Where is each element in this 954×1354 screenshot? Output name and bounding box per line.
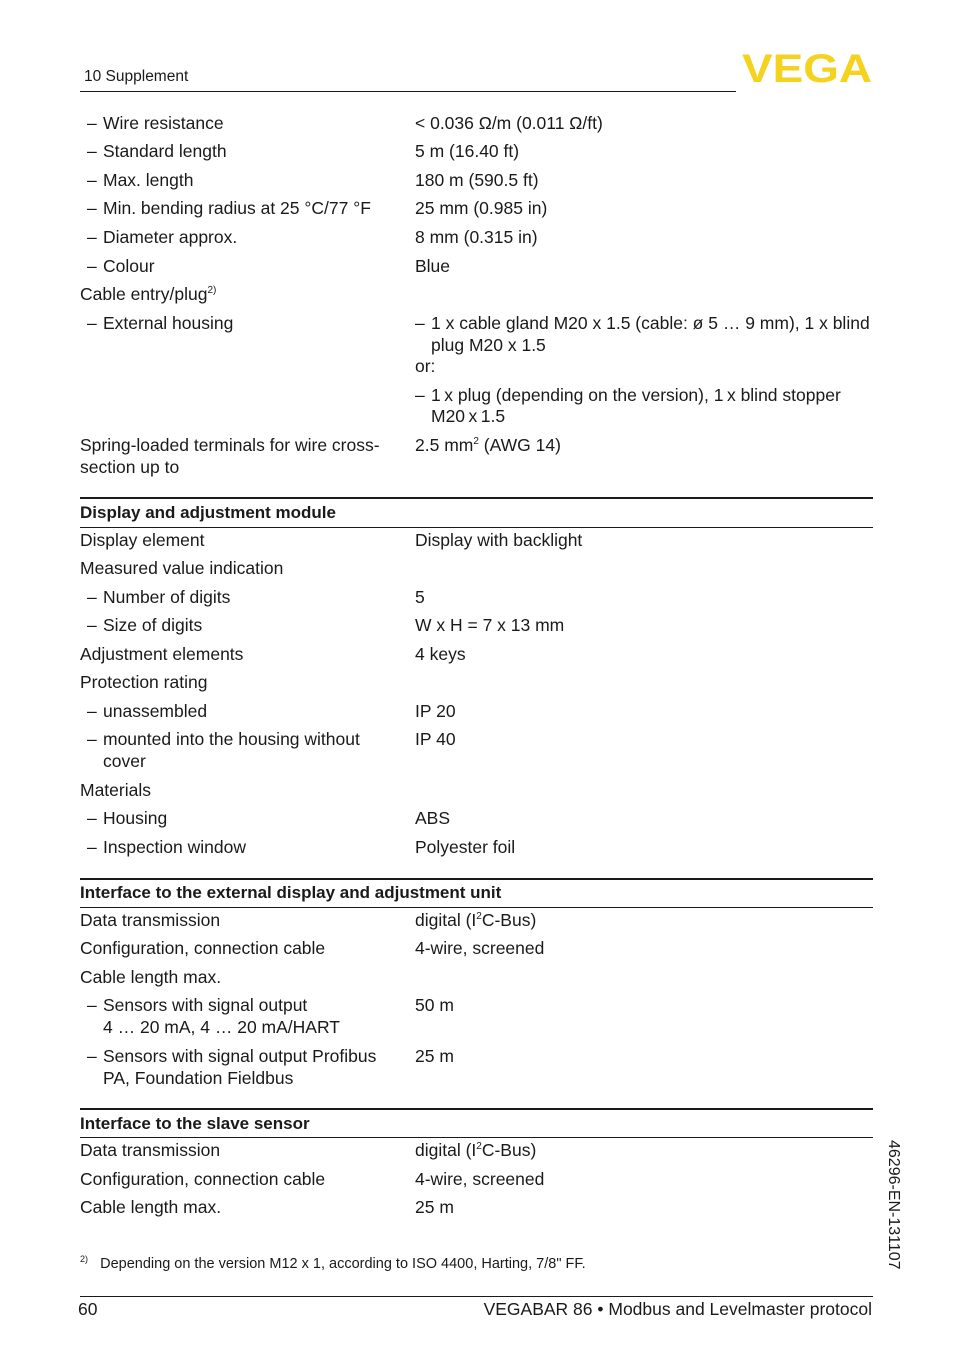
section-rule xyxy=(80,1137,873,1138)
footer-rule xyxy=(80,1296,873,1297)
row-label: Min. bending radius at 25 °C/77 °F xyxy=(103,198,371,218)
row-value: 25 mm (0.985 in) xyxy=(415,198,548,218)
row-label: Measured value indication xyxy=(80,558,284,578)
row-label: 4 … 20 mA, 4 … 20 mA/HART xyxy=(103,1016,340,1037)
row-value: ABS xyxy=(415,808,451,828)
row-value: 2.5 $mm^2$ (AWG 14) xyxy=(415,435,561,455)
row-value: 5 xyxy=(415,587,425,607)
row-value: IP 20 xyxy=(415,701,456,721)
row-label: Housing xyxy=(103,808,168,828)
page-number: 60 xyxy=(78,1299,98,1319)
row-label: Data transmission xyxy=(80,1140,221,1160)
row-value: Polyester foil xyxy=(415,837,516,857)
row-value: 180 m (590.5 ft) xyxy=(415,170,539,190)
row-label: Cable entry/plug xyxy=(80,284,208,304)
row-label: Spring-loaded terminals for wire cross-section up to xyxy=(80,435,380,477)
row-value: IP 40 xyxy=(415,729,456,749)
row-label: unassembled xyxy=(103,701,208,721)
section-title: 10 Supplement xyxy=(84,68,189,85)
row-value: digital $(I^2C-Bus)$ xyxy=(415,1140,537,1160)
row-value: digital $(I^2C-Bus)$ xyxy=(415,910,537,930)
row-label: Data transmission xyxy=(80,910,221,930)
row-label: Number of digits xyxy=(103,587,231,607)
section-heading: Display and adjustment module xyxy=(80,503,336,522)
row-label: mounted into the housing without cover xyxy=(103,729,360,771)
row-value: 8 mm (0.315 in) xyxy=(415,227,538,247)
row-value: W x H = 7 x 13 mm xyxy=(415,615,565,635)
row-label: Max. length xyxy=(103,170,194,190)
footnote xyxy=(80,1256,860,1272)
list-item: – 1 x cable gland M20 x 1.5 (cable: ø 5 … 9 mm), 1 x blind plug M20 x 1.5 xyxy=(415,313,870,355)
row-label: Sensors with signal output Profibus PA, Foundation Fieldbus xyxy=(103,1046,377,1088)
row-label: Cable length max. xyxy=(80,967,222,987)
logo-wordmark: VEGA xyxy=(742,52,872,84)
row-label: Inspection window xyxy=(103,837,246,857)
footnote-ref: 2) xyxy=(207,285,217,297)
footnote-text: Depending on the version M12 x 1, according to ISO 4400, Harting, 7/8" FF. xyxy=(100,1256,586,1272)
footnote-mark: 2) xyxy=(80,1254,89,1265)
row-label: Diameter approx. xyxy=(103,227,238,247)
row-label: Cable length max. xyxy=(80,1197,222,1217)
row-label: External housing xyxy=(103,313,234,333)
row-value: Display with backlight xyxy=(415,530,583,550)
row-label: Standard length xyxy=(103,141,227,161)
row-label: Display element xyxy=(80,530,205,550)
row-value: < 0.036 Ω/m (0.011 Ω/ft) xyxy=(415,113,603,133)
section-heading: Interface to the external display and adjustment unit xyxy=(80,883,502,902)
section-rule xyxy=(80,527,873,528)
row-label: Wire resistance xyxy=(103,113,224,133)
or-text: or: xyxy=(415,356,436,376)
row-value: 4-wire, screened xyxy=(415,938,545,958)
row-label: Materials xyxy=(80,780,151,800)
row-value: 50 m xyxy=(415,995,454,1015)
row-label: Configuration, connection cable xyxy=(80,938,326,958)
section-rule xyxy=(80,1108,873,1110)
row-value: 25 m xyxy=(415,1046,454,1066)
vega-logo xyxy=(742,52,872,84)
row-value: 4-wire, screened xyxy=(415,1169,545,1189)
row-label: Configuration, connection cable xyxy=(80,1169,326,1189)
row-label: Sensors with signal output xyxy=(103,995,308,1015)
list-item: – 1 x plug (depending on the version), 1 x blind stopper M20 x 1.5 xyxy=(415,384,841,426)
row-label: Size of digits xyxy=(103,615,203,635)
row-label: Adjustment elements xyxy=(80,644,244,664)
document-id: 46296-EN-131107 xyxy=(885,1140,902,1270)
header-rule xyxy=(80,91,736,92)
row-value: 4 keys xyxy=(415,644,466,664)
row-value: 25 m xyxy=(415,1197,454,1217)
row-value: 5 m (16.40 ft) xyxy=(415,141,520,161)
document-title: VEGABAR 86 • Modbus and Levelmaster protocol xyxy=(483,1299,872,1319)
section-heading: Interface to the slave sensor xyxy=(80,1114,310,1133)
section-rule xyxy=(80,907,873,908)
row-label: Protection rating xyxy=(80,672,208,692)
row-value: Blue xyxy=(415,256,451,276)
row-label: Colour xyxy=(103,256,155,276)
section-rule xyxy=(80,497,873,499)
